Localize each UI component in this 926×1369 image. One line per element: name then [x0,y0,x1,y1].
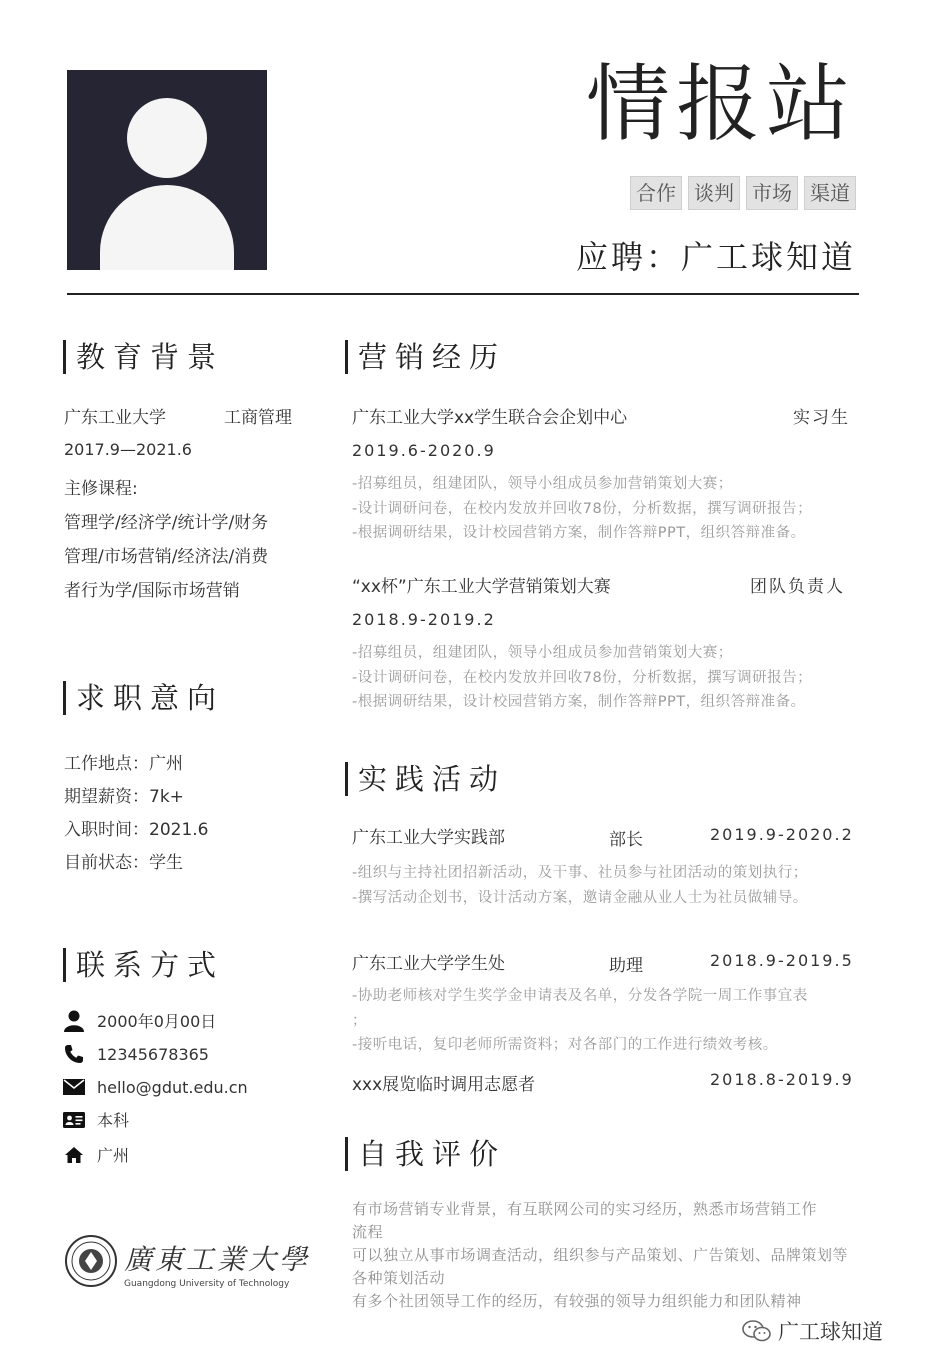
contact-city: 广州 [97,1146,130,1165]
experience-period: 2019.6-2020.9 [352,441,496,460]
experience-desc [352,641,812,715]
avatar-photo-placeholder [67,70,267,270]
contact-birthday-row [63,1009,216,1032]
skill-tag: 合作 [630,176,682,210]
courses-line: 管理学/经济学/统计学/财务 [64,513,269,533]
intent-status: 目前状态：学生 [64,853,183,873]
eval-line: 各种策划活动 [352,1269,446,1287]
practice-org: 广东工业大学实践部 [352,828,505,848]
experience-desc [352,472,812,546]
desc-line: ； [352,1012,367,1029]
contact-heading: 联系方式 [63,948,224,982]
phone-icon [63,1043,85,1065]
desc-line: -组织与主持社团招新活动，及干事、社员参与社团活动的策划执行； [352,865,808,881]
courses-line: 管理/市场营销/经济法/消费 [64,547,269,567]
skill-tag: 市场 [746,176,798,210]
skill-tag: 渠道 [804,176,856,210]
desc-line: -招募组员，组建团队，领导小组成员参加营销策划大赛； [352,476,733,492]
contact-degree-row [63,1108,129,1131]
eval-line: 可以独立从事市场调查活动，组织参与产品策划、广告策划、品牌策划等 [352,1246,849,1264]
eval-line: 有市场营销专业背景，有互联网公司的实习经历，熟悉市场营销工作 [352,1200,818,1218]
desc-line: -根据调研结果，设计校园营销方案，制作答辩PPT，组织答辩准备。 [352,525,806,541]
courses-line: 者行为学/国际市场营销 [64,581,240,601]
id-card-icon [63,1109,85,1131]
education-heading: 教育背景 [63,340,224,374]
intent-location: 工作地点：广州 [64,754,183,774]
practice-desc [352,984,808,1058]
contact-birthday: 2000年0月00日 [97,1012,217,1031]
watermark [742,1316,883,1346]
education-school: 广东工业大学 [64,408,166,428]
courses-label: 主修课程: [64,479,138,499]
contact-email: hello@gdut.edu.cn [97,1077,248,1097]
experience-org: 广东工业大学xx学生联合会企划中心 [352,408,628,428]
education-period: 2017.9—2021.6 [64,440,192,459]
person-icon [63,1010,85,1032]
self-eval-heading: 自我评价 [345,1137,506,1171]
practice-org: 广东工业大学学生处 [352,954,505,974]
experience-period: 2018.9-2019.2 [352,610,496,629]
contact-email-row [63,1076,248,1098]
marketing-heading: 营销经历 [345,340,506,374]
practice-period: 2018.9-2019.5 [710,951,854,970]
self-eval-text [352,1198,872,1313]
contact-phone-row [63,1043,209,1065]
desc-line: -接听电话，复印老师所需资料；对各部门的工作进行绩效考核。 [352,1037,778,1053]
practice-role: 助理 [609,956,643,976]
desc-line: -根据调研结果，设计校园营销方案，制作答辩PPT，组织答辩准备。 [352,694,806,710]
university-logo-cn: 廣東工業大學 [124,1243,311,1276]
header-divider [67,293,859,295]
intent-start-date: 入职时间：2021.6 [64,820,209,840]
job-intent-heading: 求职意向 [63,681,224,715]
experience-role: 团队负责人 [750,577,845,597]
wechat-icon [742,1319,772,1343]
desc-line: -撰写活动企划书，设计活动方案，邀请金融从业人士为社员做辅导。 [352,889,808,906]
eval-line: 流程 [352,1223,384,1241]
practice-period: 2019.9-2020.2 [710,825,854,844]
practice-org: xxx展览临时调用志愿者 [352,1075,536,1095]
intent-salary: 期望薪资：7k+ [64,787,184,807]
university-seal [64,1234,118,1288]
watermark-text: 广工球知道 [778,1320,883,1344]
home-icon [63,1144,85,1166]
desc-line: -设计调研问卷，在校内发放并回收78份，分析数据，撰写调研报告； [352,500,813,517]
contact-phone: 12345678365 [97,1044,209,1064]
candidate-name: 情报站 [585,55,856,153]
contact-degree: 本科 [97,1111,130,1130]
contact-city-row [63,1143,129,1166]
university-logo-en: Guangdong University of Technology [124,1279,290,1289]
avatar-head-shape [127,98,207,178]
applied-position: 应聘：广工球知道 [575,238,856,276]
avatar-body-shape [100,185,234,270]
desc-line: -招募组员，组建团队，领导小组成员参加营销策划大赛； [352,645,733,661]
mail-icon [63,1076,85,1098]
desc-line: -设计调研问卷，在校内发放并回收78份，分析数据，撰写调研报告； [352,669,813,686]
experience-role: 实习生 [793,408,850,428]
skill-tag: 谈判 [688,176,740,210]
skill-tags [630,176,856,210]
practice-period: 2018.8-2019.9 [710,1070,854,1089]
education-major: 工商管理 [224,408,292,428]
practice-role: 部长 [609,830,643,850]
desc-line: -协助老师核对学生奖学金申请表及名单，分发各学院一周工作事宜表 [352,988,808,1004]
practice-desc [352,861,808,910]
eval-line: 有多个社团领导工作的经历，有较强的领导力组织能力和团队精神 [352,1292,802,1310]
practice-heading: 实践活动 [345,762,506,796]
experience-org: “xx杯”广东工业大学营销策划大赛 [352,577,611,597]
